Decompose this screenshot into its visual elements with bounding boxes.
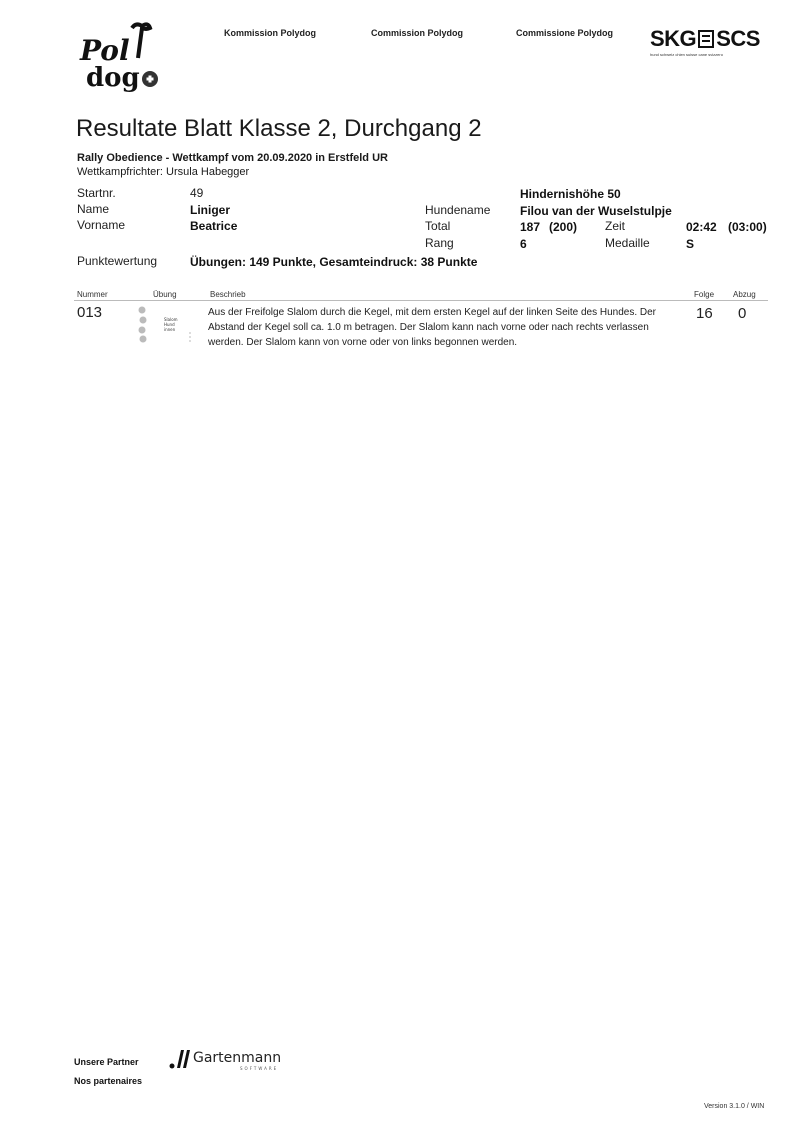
col-header-beschrieb: Beschrieb [210,290,246,299]
hindernis-value: Hindernishöhe 50 [520,187,621,201]
sign-label-2: Hund [164,322,175,327]
page-title: Resultate Blatt Klasse 2, Durchgang 2 [76,115,482,142]
hundename-label: Hundename [425,203,491,217]
skg-logo [650,26,768,60]
gartenmann-sub: SOFTWARE [240,1066,279,1071]
total-label: Total [425,219,451,233]
row-abzug: 0 [738,305,747,322]
rang-value: 6 [520,237,527,251]
name-label: Name [77,202,110,216]
gartenmann-logo [168,1044,288,1074]
gartenmann-text: Gartenmann [193,1050,282,1066]
col-header-folge: Folge [694,290,715,299]
zeit-max: (03:00) [728,220,767,234]
col-header-uebung: Übung [153,290,177,299]
judge-name: Wettkampfrichter: Ursula Habegger [77,166,250,178]
commission-de: Kommission Polydog [224,28,317,38]
version-label: Version 3.1.0 / WIN [704,1103,765,1110]
zeit-value: 02:42 [686,220,717,234]
sign-label-1: Slalom [164,317,178,322]
row-nummer: 013 [77,304,103,321]
table-divider [74,300,768,301]
vorname-value: Beatrice [190,219,238,233]
slalom-sign-icon [134,304,194,346]
zeit-label: Zeit [605,219,626,233]
col-header-abzug: Abzug [733,290,756,299]
polydog-logo [72,18,172,98]
startnr-label: Startnr. [77,186,116,200]
partner-label-fr: Nos partenaires [74,1076,143,1086]
total-value: 187 [520,220,541,234]
medaille-value: S [686,237,695,251]
punkte-value: Übungen: 149 Punkte, Gesamteindruck: 38 Punkte [190,255,478,269]
skg-left: SKG [650,26,697,51]
punkte-label: Punktewertung [77,254,158,268]
name-value: Liniger [190,203,231,217]
logo-text-bottom: dog [86,63,140,93]
commission-fr: Commission Polydog [371,28,464,38]
competition-subtitle: Rally Obedience - Wettkampf vom 20.09.2020 in Erstfeld UR [77,152,388,164]
total-max: (200) [549,220,578,234]
commission-it: Commissione Polydog [516,28,614,38]
partner-label-de: Unsere Partner [74,1057,139,1067]
col-header-nummer: Nummer [77,290,108,299]
hundename-value: Filou van der Wuselstulpje [520,204,672,218]
row-beschrieb: Aus der Freifolge Slalom durch die Kegel, mit dem ersten Kegel auf der linken Seite des Hundes. Der Abstand der Kegel soll ca. 1.0 m betragen. Der Slalom kann nach vorne oder nach rechts verlassen werden. Der Slalom kann von vorne oder von links begonnen werden. [208,307,657,348]
rang-label: Rang [425,236,454,250]
skg-emblem-icon [698,30,714,48]
logo-text-top: Pol [80,34,130,67]
startnr-value: 49 [190,186,204,200]
vorname-label: Vorname [77,218,126,232]
medaille-label: Medaille [605,236,650,250]
sign-label-3: innen [164,327,176,332]
skg-subtitle: hund schweiz chien suisse cane svizzero [650,52,723,57]
skg-right: SCS [716,26,760,51]
row-folge: 16 [696,305,713,322]
